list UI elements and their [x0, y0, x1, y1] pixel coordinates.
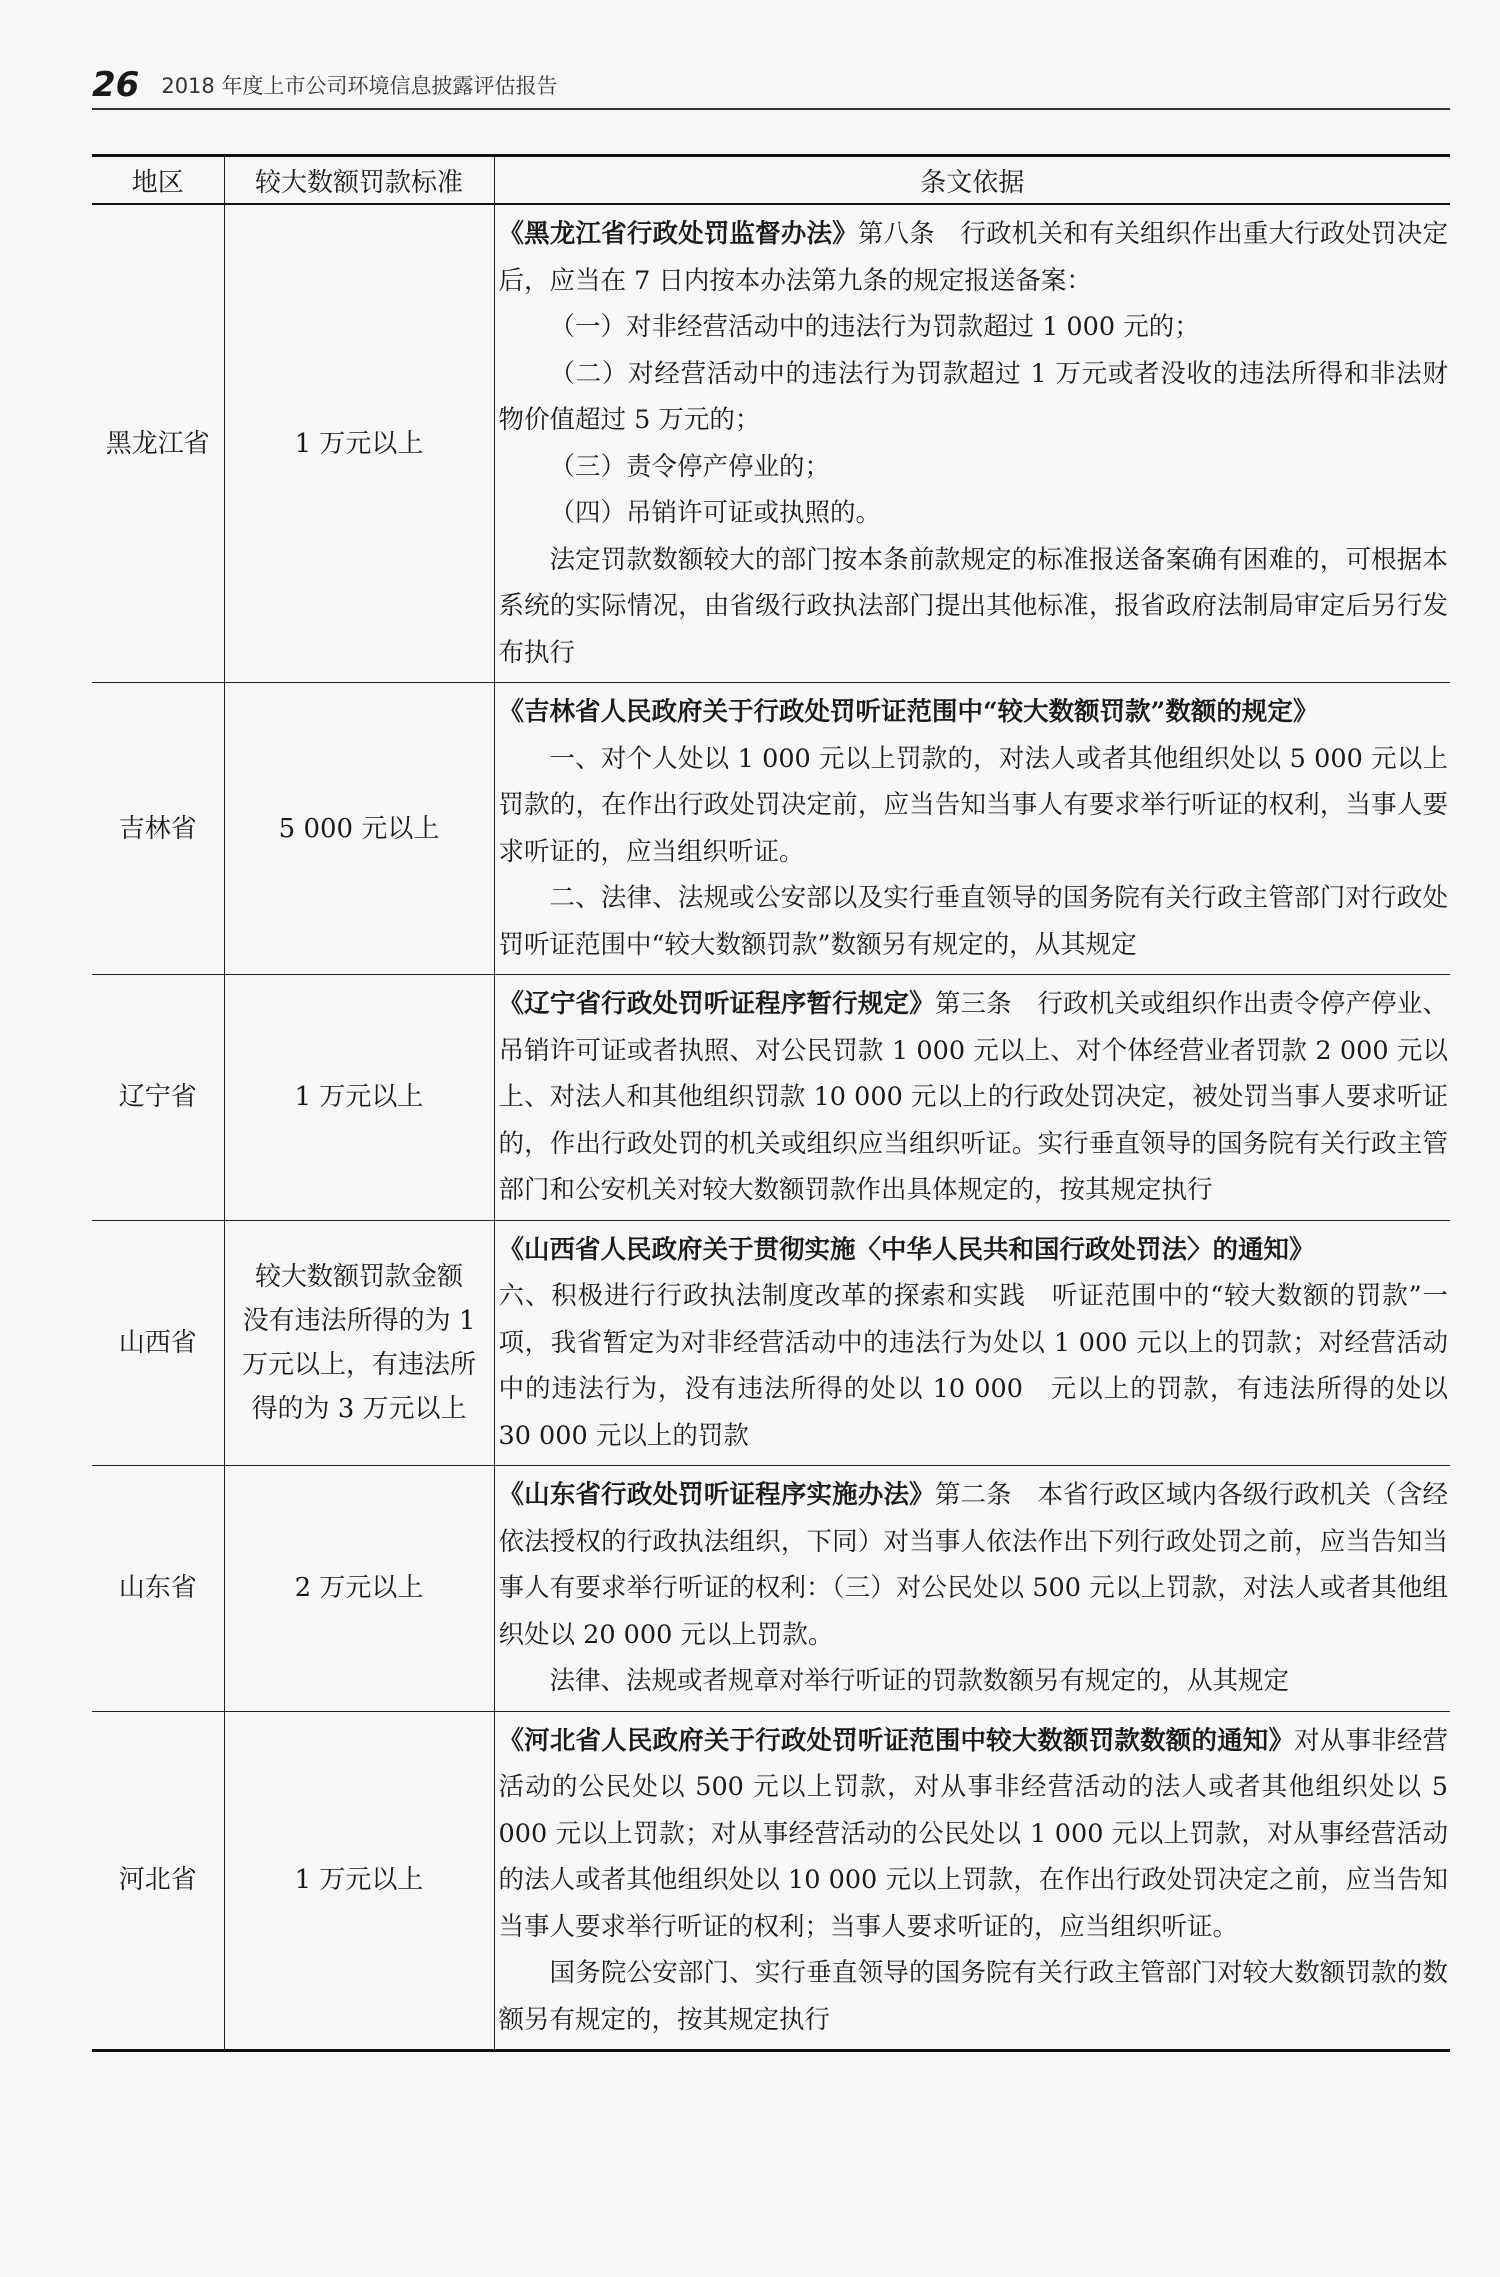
- basis-paragraph: [499, 875, 1449, 968]
- table-row: [92, 1220, 1450, 1466]
- basis-text: 第二条 本省行政区域内各级行政机关（含经依法授权的行政执法组织，下同）对当事人依法作出下列行政处罚之前，应当告知当事人有要求举行听证的权利：（三）对公民处以 500 元以上罚款，对法人或者其他组织处以 20 000 元以上罚款。: [498, 1480, 1448, 1650]
- basis-text: 国务院公安部门、实行垂直领导的国务院有关行政主管部门对较大数额罚款的数额另有规定的，按其规定执行: [498, 1958, 1448, 2035]
- standard-cell: [224, 683, 494, 975]
- law-title: 《山西省人民政府关于贯彻实施〈中华人民共和国行政处罚法〉的通知》: [498, 1234, 1315, 1265]
- standard-cell: [224, 1711, 494, 2051]
- basis-paragraph: [499, 1472, 1449, 1658]
- law-title: 《吉林省人民政府关于行政处罚听证范围中“较大数额罚款”数额的规定》: [498, 697, 1319, 727]
- law-title: 《山东省行政处罚听证程序实施办法》: [498, 1480, 935, 1510]
- basis-paragraph: [499, 537, 1449, 677]
- basis-text: 第八条 行政机关和有关组织作出重大行政处罚决定后，应当在 7 日内按本办法第九条的规定报送备案：: [498, 219, 1448, 296]
- standard-line: 1 万元以上: [294, 428, 424, 459]
- law-title: 《黑龙江省行政处罚监督办法》: [498, 219, 858, 249]
- column-header-basis: 条文依据: [494, 156, 1450, 205]
- table-row: [92, 1466, 1450, 1712]
- standard-line: 没有违法所得的为 1: [242, 1305, 476, 1336]
- basis-paragraph: [499, 304, 1449, 351]
- basis-paragraph: [499, 736, 1449, 876]
- legal-basis-cell: [494, 975, 1450, 1221]
- region-cell: 辽宁省: [92, 975, 224, 1221]
- region-cell: 吉林省: [92, 683, 224, 975]
- table-row: [92, 975, 1450, 1221]
- basis-text: （一）对非经营活动中的违法行为罚款超过 1 000 元的；: [549, 312, 1200, 342]
- basis-text: 二、法律、法规或公安部以及实行垂直领导的国务院有关行政主管部门对行政处罚听证范围中“较大数额罚款”数额另有规定的，从其规定: [498, 883, 1448, 960]
- basis-paragraph: [499, 981, 1449, 1214]
- basis-text: （二）对经营活动中的违法行为罚款超过 1 万元或者没收的违法所得和非法财物价值超过 5 万元的；: [498, 358, 1448, 435]
- basis-text: （四）吊销许可证或执照的。: [549, 498, 882, 528]
- column-header-standard: 较大数额罚款标准: [224, 156, 494, 205]
- legal-basis-cell: [494, 1220, 1450, 1466]
- column-header-region: 地区: [92, 156, 224, 205]
- basis-paragraph: [499, 689, 1449, 736]
- table-row: [92, 1711, 1450, 2051]
- basis-text: 第三条 行政机关或组织作出责令停产停业、吊销许可证或者执照、对公民罚款 1 000 元以上、对个体经营业者罚款 2 000 元以上、对法人和其他组织罚款 10 000 元以上的行政处罚决定，被处罚当事人要求听证的，作出行政处罚的机关或组织应当组织听证。实行垂直领导的国务院有关行政主管部门和公安机关对较大数额罚款作出具体规定的，按其规定执行: [498, 989, 1448, 1205]
- standard-cell: [224, 1466, 494, 1712]
- legal-basis-cell: [494, 1466, 1450, 1712]
- standard-line: 2 万元以上: [294, 1573, 424, 1604]
- standard-line: 得的为 3 万元以上: [251, 1393, 467, 1424]
- standard-cell: [224, 975, 494, 1221]
- running-title: 2018 年度上市公司环境信息披露评估报告: [161, 74, 558, 98]
- basis-paragraph: [499, 351, 1449, 444]
- basis-paragraph: [499, 1227, 1449, 1274]
- region-cell: 黑龙江省: [92, 204, 224, 683]
- standard-line: 1 万元以上: [294, 1865, 424, 1896]
- standard-line: 1 万元以上: [294, 1082, 424, 1113]
- basis-paragraph: [499, 490, 1449, 537]
- standard-cell: [224, 1220, 494, 1466]
- standard-cell: [224, 204, 494, 683]
- standard-line: 5 000 元以上: [278, 813, 440, 844]
- penalty-standards-table: [92, 154, 1450, 2052]
- region-cell: 山东省: [92, 1466, 224, 1712]
- basis-text: 六、积极进行行政执法制度改革的探索和实践 听证范围中的“较大数额的罚款”一项，我省暂定为对非经营活动中的违法行为处以 1 000 元以上的罚款；对经营活动中的违法行为，没有违法所得的处以 10 000 元以上的罚款，有违法所得的处以 30 000 元以上的罚款: [498, 1281, 1448, 1451]
- legal-basis-cell: [494, 1711, 1450, 2051]
- table-row: [92, 204, 1450, 683]
- page-header: [92, 60, 1450, 110]
- basis-paragraph: [499, 1658, 1449, 1705]
- legal-basis-cell: [494, 204, 1450, 683]
- basis-paragraph: [499, 211, 1449, 304]
- basis-paragraph: [499, 1950, 1449, 2043]
- basis-paragraph: [499, 444, 1449, 491]
- standard-line: 较大数额罚款金额: [254, 1261, 463, 1292]
- basis-text: 对从事非经营活动的公民处以 500 元以上罚款，对从事非经营活动的法人或者其他组织处以 5 000 元以上罚款；对从事经营活动的公民处以 1 000 元以上罚款，对从事经营活动的法人或者其他组织处以 10 000 元以上罚款，在作出行政处罚决定之前，应当告知当事人要求举行听证的权利；当事人要求听证的，应当组织听证。: [498, 1725, 1448, 1942]
- basis-text: 一、对个人处以 1 000 元以上罚款的，对法人或者其他组织处以 5 000 元以上罚款的，在作出行政处罚决定前，应当告知当事人有要求举行听证的权利，当事人要求听证的，应当组织听证。: [498, 743, 1448, 867]
- basis-text: 法定罚款数额较大的部门按本条前款规定的标准报送备案确有困难的，可根据本系统的实际情况，由省级行政执法部门提出其他标准，报省政府法制局审定后另行发布执行: [498, 544, 1448, 668]
- basis-paragraph: [499, 1273, 1449, 1459]
- page-number: 26: [92, 65, 140, 105]
- basis-text: （三）责令停产停业的；: [549, 451, 831, 482]
- region-cell: 河北省: [92, 1711, 224, 2051]
- law-title: 《辽宁省行政处罚听证程序暂行规定》: [498, 989, 935, 1019]
- legal-basis-cell: [494, 683, 1450, 975]
- basis-text: 法律、法规或者规章对举行听证的罚款数额另有规定的，从其规定: [549, 1666, 1290, 1696]
- standard-line: 万元以上，有违法所: [241, 1349, 476, 1380]
- table-header-row: [92, 156, 1450, 205]
- table-row: [92, 683, 1450, 975]
- region-cell: 山西省: [92, 1220, 224, 1466]
- basis-paragraph: [499, 1718, 1449, 1951]
- law-title: 《河北省人民政府关于行政处罚听证范围中较大数额罚款数额的通知》: [498, 1725, 1295, 1756]
